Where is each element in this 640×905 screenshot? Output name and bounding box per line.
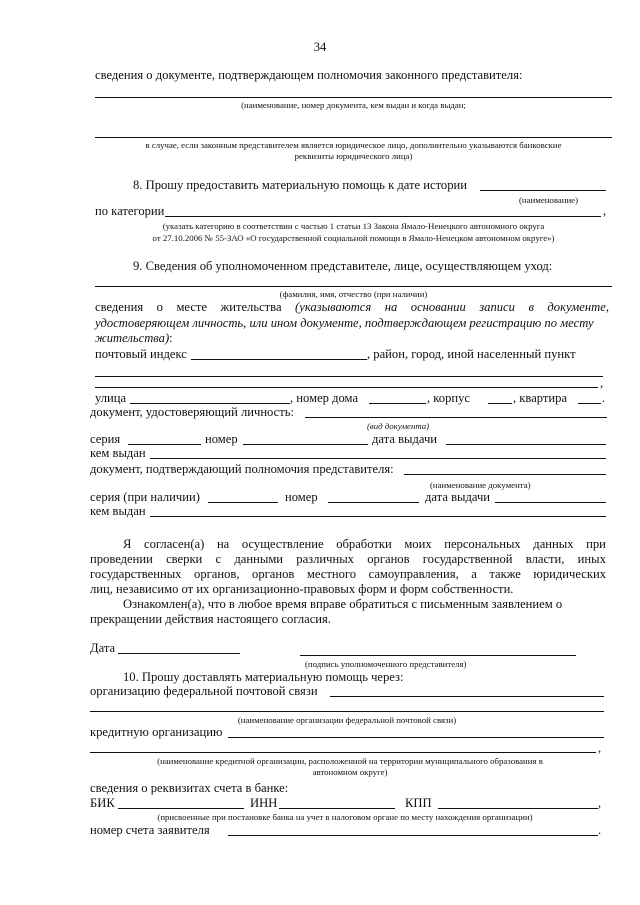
word: государственной — [422, 552, 513, 566]
post-field[interactable] — [330, 696, 604, 697]
rep-doc-caption: (наименование, номер документа, кем выдан и когда выдан; — [241, 100, 466, 110]
word: иных — [577, 552, 606, 566]
post-label: организацию федеральной почтовой связи — [90, 684, 318, 698]
id-doc-label: документ, удостоверяющий личность: — [90, 405, 295, 419]
word: сверки — [166, 552, 203, 566]
kpp-label: КПП — [405, 796, 432, 810]
kpp-field[interactable] — [438, 808, 598, 809]
word: о — [156, 300, 163, 314]
locality-field-2[interactable] — [95, 387, 598, 388]
inn-label: ИНН — [250, 796, 278, 810]
aware-line-2: прекращении действия настоящего согласия. — [90, 612, 331, 626]
postal-code-field[interactable] — [191, 359, 367, 360]
category-comma: , — [603, 204, 607, 218]
word: с — [215, 552, 222, 566]
building-label: , корпус — [427, 391, 470, 405]
flat-label: , квартира — [513, 391, 568, 405]
date-field[interactable] — [118, 653, 240, 654]
word: органов, — [194, 567, 240, 581]
series-label: серия — [90, 432, 121, 446]
bank-label: сведения о реквизитах счета в банке: — [90, 781, 289, 795]
word: самоуправления, — [368, 567, 459, 581]
inn-field[interactable] — [279, 808, 395, 809]
consent-line-1 — [123, 537, 606, 551]
word: обработки — [336, 537, 392, 551]
number-label: номер — [205, 432, 238, 446]
account-field[interactable] — [228, 835, 598, 836]
id-doc-field[interactable] — [305, 417, 607, 418]
word: различных — [296, 552, 354, 566]
caption-credit-1: (наименование кредитной организации, расположенной на территории муниципального образования в — [157, 756, 543, 766]
rep-doc-note-1: в случае, если законным представителем является юридическое лицо, дополнительно указываются банковские — [145, 140, 562, 150]
word: данными — [234, 552, 284, 566]
category-label: по категории — [95, 204, 165, 218]
page-number: 34 — [313, 40, 327, 54]
consent-line-2 — [90, 552, 606, 566]
number2-field[interactable] — [328, 502, 419, 503]
issued-by-label: кем выдан — [90, 446, 146, 460]
issued-by-field[interactable] — [150, 458, 606, 459]
residence-line-1 — [95, 300, 609, 314]
locality-label: , район, город, иной населенный пункт — [367, 347, 576, 361]
caption-doc-kind: (вид документа) — [367, 421, 430, 431]
word: месте — [176, 300, 208, 314]
issued-by2-label: кем выдан — [90, 504, 146, 518]
word: при — [586, 537, 606, 551]
rep-doc-field[interactable] — [95, 97, 612, 98]
issue-date-field[interactable] — [446, 444, 606, 445]
issued-by2-field[interactable] — [150, 516, 606, 517]
issue-date2-label: дата выдачи — [425, 490, 491, 504]
consent-line-3 — [90, 567, 606, 581]
word: (указываются — [295, 300, 372, 314]
word: сведения — [95, 300, 144, 314]
house-label: , номер дома — [290, 391, 359, 405]
street-label: улица — [95, 391, 127, 405]
account-dot: . — [598, 823, 602, 837]
residence-line-3-text: жительства) — [95, 331, 170, 345]
caption-bank: (присвоенные при постановке банка на учет в налоговом органе по месту нахождения организации) — [157, 812, 533, 822]
word: органов — [367, 552, 410, 566]
caption-doc-name: (наименование документа) — [430, 480, 531, 490]
word: власти, — [525, 552, 565, 566]
credit-field-2[interactable] — [90, 752, 596, 753]
history-date-field[interactable] — [480, 190, 606, 191]
word: также — [489, 567, 521, 581]
aware-line-1: Ознакомлен(а), что в любое время вправе обратиться с письменным заявлением о — [123, 597, 563, 611]
credit-comma: , — [598, 741, 602, 755]
word: записи — [479, 300, 515, 314]
residence-line-3 — [95, 331, 173, 345]
rep-doc-note-2: реквизиты юридического лица) — [294, 151, 413, 161]
series-field[interactable] — [128, 444, 201, 445]
issue-date-label: дата выдачи — [372, 432, 438, 446]
item8-caption-name: (наименование) — [519, 195, 579, 205]
credit-field[interactable] — [228, 737, 604, 738]
word: документе, — [547, 300, 609, 314]
rep-doc-title: сведения о документе, подтверждающем полномочия законного представителя: — [95, 68, 523, 82]
representative-name-field[interactable] — [95, 286, 612, 287]
item8-text: 8. Прошу предоставить материальную помощь к дате истории — [133, 178, 467, 192]
issue-date2-field[interactable] — [495, 502, 606, 503]
locality-comma: , — [600, 376, 604, 390]
series-opt-label: серия (при наличии) — [90, 490, 200, 504]
caption-post: (наименование организации федеральной почтовой связи) — [237, 715, 457, 725]
locality-field[interactable] — [95, 376, 603, 377]
word: проведении — [90, 552, 153, 566]
word: в — [528, 300, 534, 314]
number2-label: номер — [285, 490, 318, 504]
flat-dot: . — [602, 391, 606, 405]
date-label: Дата — [90, 641, 116, 655]
word: согласен(а) — [144, 537, 205, 551]
word: на — [216, 537, 230, 551]
kpp-comma: , — [598, 796, 602, 810]
flat-field[interactable] — [578, 403, 601, 404]
account-label: номер счета заявителя — [90, 823, 210, 837]
item10-text: 10. Прошу доставлять материальную помощь через: — [123, 670, 404, 684]
bik-field[interactable] — [118, 808, 244, 809]
item8-caption-1: (указать категорию в соответствии с частью 1 статьи 13 Закона Ямало-Ненецкого автономного округа — [162, 221, 545, 231]
word: осуществление — [241, 537, 324, 551]
series-opt-field[interactable] — [208, 502, 278, 503]
postal-label: почтовый индекс — [95, 347, 187, 361]
caption-credit-2: автономном округе) — [312, 767, 388, 777]
number-field[interactable] — [243, 444, 368, 445]
caption-fio: (фамилия, имя, отчество (при наличии) — [279, 289, 428, 299]
post-field-2[interactable] — [90, 711, 604, 712]
word: государственных — [90, 567, 182, 581]
auth-doc-field[interactable] — [404, 474, 606, 475]
house-number-field[interactable] — [369, 403, 426, 404]
credit-label: кредитную организацию — [90, 725, 223, 739]
residence-colon: : — [169, 331, 173, 345]
signature-field[interactable] — [300, 655, 576, 656]
word: моих — [404, 537, 432, 551]
street-field[interactable] — [130, 403, 290, 404]
category-field[interactable] — [165, 216, 601, 217]
word: основании — [410, 300, 466, 314]
word: юридических — [533, 567, 606, 581]
residence-line-2: удостоверяющем личность, или ином документе, подтверждающем регистрацию по месту — [95, 316, 594, 330]
item8-caption-2: от 27.10.2006 № 55-ЗАО «О государственной социальной помощи в Ямало-Ненецком автономном округе») — [152, 233, 555, 243]
bik-label: БИК — [90, 796, 115, 810]
word: жительства — [220, 300, 282, 314]
auth-doc-label: документ, подтверждающий полномочия представителя: — [90, 462, 394, 476]
word: данных — [533, 537, 574, 551]
caption-sign: (подпись уполномоченного представителя) — [305, 659, 467, 669]
word: Я — [123, 537, 132, 551]
word: персональных — [444, 537, 521, 551]
word: а — [471, 567, 477, 581]
word: на — [384, 300, 398, 314]
item9-text: 9. Сведения об уполномоченном представителе, лице, осуществляющем уход: — [133, 259, 553, 273]
consent-line-4: лиц, независимо от их организационно-правовых форм и форм собственности. — [90, 582, 514, 596]
rep-doc-field-2[interactable] — [95, 137, 612, 138]
word: органов — [252, 567, 295, 581]
word: местного — [306, 567, 357, 581]
building-field[interactable] — [488, 403, 512, 404]
